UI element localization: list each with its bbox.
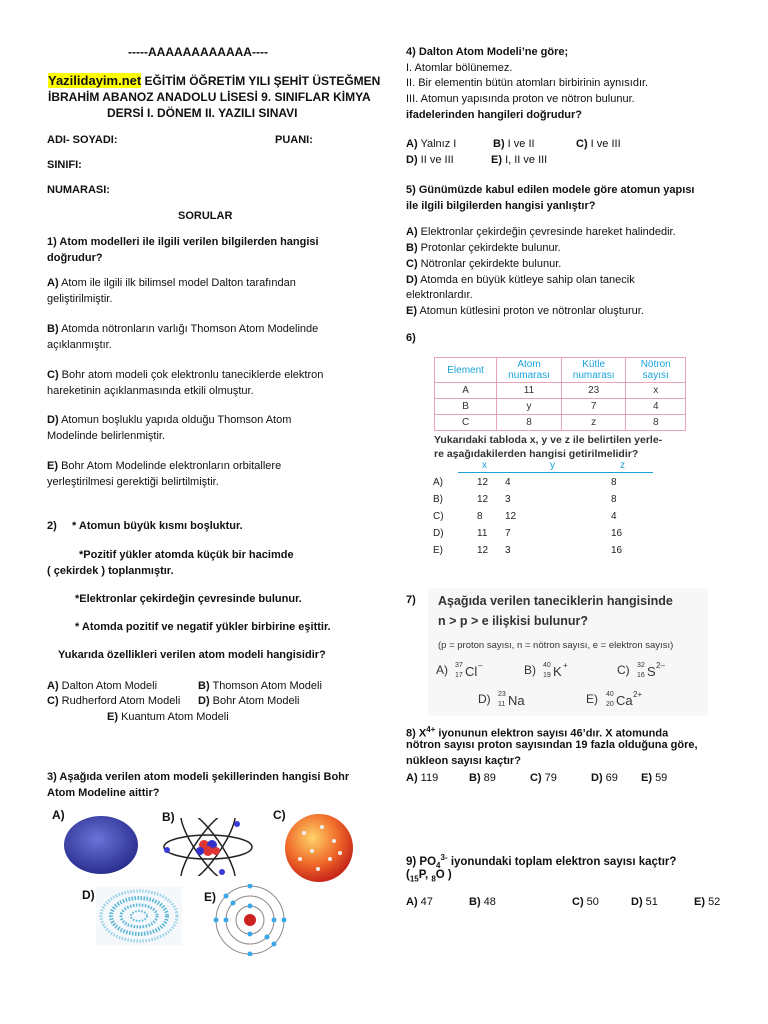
q5-d-text: Atomda en büyük kütleye sahip olan tanecik — [420, 274, 635, 286]
q1-option-e: E) Bohr Atom Modelinde elektronların orbitallere — [47, 460, 282, 472]
q8-option-a: A) 119 — [406, 772, 439, 784]
q2-option-b: B) Thomson Atom Modeli — [198, 680, 322, 692]
q7-num: 7) — [406, 594, 416, 606]
q9-option-c: C) 50 — [572, 896, 599, 908]
q4-option-a: A) Yalnız I — [406, 138, 457, 150]
q5-c-text: Nötronlar çekirdekte bulunur. — [420, 258, 562, 270]
q8-option-b: B) 89 — [469, 772, 496, 784]
q5-b-text: Protonlar çekirdekte bulunur. — [420, 242, 561, 254]
svg-text:11: 11 — [498, 701, 506, 708]
q2-d-text: Bohr Atom Modeli — [212, 695, 300, 707]
table-cell: 4 — [611, 511, 617, 522]
svg-text:C): C) — [617, 663, 630, 677]
q1-c-text: Bohr atom modeli çok elektronlu taneciklerde elektron — [61, 369, 324, 381]
svg-text:23: 23 — [498, 691, 506, 698]
q2-option-c: C) Rudherford Atom Modeli — [47, 695, 181, 707]
table-cell: 8 — [497, 415, 562, 431]
q2-s4: *Elektronlar çekirdeğin çevresinde bulunur. — [75, 593, 302, 605]
svg-text:Na: Na — [508, 693, 525, 708]
q6-num: 6) — [406, 332, 416, 344]
table-cell: 12 — [477, 494, 489, 505]
q9-option-a: A) 47 — [406, 896, 433, 908]
q6-options — [432, 474, 648, 559]
svg-text:D): D) — [478, 692, 491, 706]
q2-b-text: Thomson Atom Modeli — [212, 680, 322, 692]
svg-text:E): E) — [586, 692, 598, 706]
table-cell: D) — [433, 528, 444, 539]
table-cell: 8 — [611, 494, 617, 505]
score-label: PUANI: — [275, 134, 313, 146]
q5-option-c: C) Nötronlar çekirdekte bulunur. — [406, 258, 562, 270]
q2-c-text: Rudherford Atom Modeli — [61, 695, 181, 707]
site-name: Yazilidayim.net — [48, 73, 142, 88]
q8-rest: iyonunun elektron sayısı 46’dır. X atomunda — [435, 727, 669, 740]
q7-option-a — [436, 661, 483, 679]
q7-option-d — [478, 691, 525, 708]
table-cell: B — [435, 399, 497, 415]
q4-item-2: II. Bir elementin bütün atomları birbirinin aynısıdır. — [406, 77, 649, 89]
table-cell: B) — [433, 494, 443, 505]
q2-option-a: A) Dalton Atom Modeli — [47, 680, 158, 692]
q5-option-d-2: elektronlardır. — [406, 289, 473, 301]
q8-option-d: D) 69 — [591, 772, 618, 784]
q2-s5: * Atomda pozitif ve negatif yükler birbirine eşittir. — [75, 621, 331, 633]
q3-label-e: E) — [204, 890, 216, 904]
q4-option-e: E) I, II ve III — [491, 154, 548, 166]
q7-option-c — [617, 661, 665, 679]
q8-line-2: nötron sayısı proton sayısından 19 fazla olduğuna göre, — [406, 739, 698, 751]
table-cell: 11 — [477, 528, 488, 539]
q9-stem-b: iyonundaki toplam elektron sayısı kaçtır? — [447, 855, 677, 868]
q8-lead: 8) X — [406, 727, 427, 740]
q8-option-c: C) 79 — [530, 772, 557, 784]
q4-a-text: Yalnız I — [420, 138, 457, 150]
table-cell: 3 — [505, 494, 511, 505]
q1-e-text: Bohr Atom Modelinde elektronların orbitallere — [61, 460, 282, 472]
q1-option-c-2: hareketinin açıklanmasında etkili olmuştur. — [47, 385, 254, 397]
q6-col-underline — [458, 472, 653, 473]
table-cell: 11 — [497, 383, 562, 399]
table-row — [435, 399, 686, 415]
q4-option-c: C) I ve III — [576, 138, 621, 150]
q2-s2: *Pozitif yükler atomda küçük bir hacimde — [79, 549, 294, 561]
table-cell: E) — [433, 545, 443, 556]
table-cell: 12 — [505, 511, 517, 522]
table-cell: 23 — [561, 383, 626, 399]
q7-option-b — [524, 661, 568, 679]
q5-option-b: B) Protonlar çekirdekte bulunur. — [406, 242, 561, 254]
q1-stem: 1) Atom modelleri ile ilgili verilen bilgilerden hangisi — [47, 236, 319, 248]
q3-stem: 3) Aşağıda verilen atom modeli şekillerinden hangisi Bohr — [47, 771, 350, 783]
q2-option-e: E) Kuantum Atom Modeli — [107, 711, 229, 723]
table-cell: A) — [433, 477, 443, 488]
table-cell: z — [561, 415, 626, 431]
q4-stem: 4) Dalton Atom Modeli’ne göre; — [406, 46, 569, 58]
q1-option-c: C) Bohr atom modeli çok elektronlu taneciklerde elektron — [47, 369, 324, 381]
q6-col-y: y — [550, 460, 555, 471]
q4-d-text: II ve III — [420, 154, 454, 166]
q6-table — [434, 357, 686, 431]
table-cell: C — [435, 415, 497, 431]
q6-option-d — [432, 525, 648, 542]
q5-stem: 5) Günümüzde kabul edilen modele göre atomun yapısı — [406, 184, 695, 196]
q1-d-text: Atomun boşluklu yapıda olduğu Thomson Atom — [61, 414, 292, 426]
q6-question-2: re aşağıdakilerden hangisi getirilmelidir? — [434, 448, 639, 460]
q9-stem-a: 9) PO — [406, 855, 437, 868]
q5-stem-2: ile ilgili bilgilerden hangisi yanlıştır? — [406, 200, 596, 212]
q8-d-text: 69 — [605, 772, 618, 784]
q4-b-text: I ve II — [507, 138, 535, 150]
exam-title-2: İBRAHİM ABANOZ ANADOLU LİSESİ 9. SINIFLAR KİMYA — [48, 90, 371, 104]
table-cell: 7 — [505, 528, 511, 539]
q2-option-d: D) Bohr Atom Modeli — [198, 695, 300, 707]
q7-option-e — [586, 690, 642, 708]
table-cell: 3 — [505, 545, 511, 556]
q3-label-b: B) — [162, 810, 175, 824]
q2-s1: * Atomun büyük kısmı boşluktur. — [72, 520, 243, 532]
q8-option-e: E) 59 — [641, 772, 668, 784]
svg-text:–: – — [478, 661, 483, 670]
svg-text:2+: 2+ — [633, 690, 643, 699]
q9-c-text: 50 — [586, 896, 599, 908]
q1-option-a-2: geliştirilmiştir. — [47, 293, 113, 305]
table-cell: y — [497, 399, 562, 415]
svg-text:A): A) — [436, 663, 448, 677]
table-cell: A — [435, 383, 497, 399]
q7-options — [436, 656, 706, 712]
q7-q1: Aşağıda verilen taneciklerin hangisinde — [438, 594, 673, 608]
q3-label-c: C) — [273, 808, 286, 822]
q2-question: Yukarıda özellikleri verilen atom modeli hangisidir? — [58, 649, 326, 661]
table-cell: 4 — [626, 399, 686, 415]
q3-image-a — [62, 815, 140, 875]
q6-col-z: z — [620, 460, 625, 471]
q1-option-b-2: açıklanmıştır. — [47, 339, 112, 351]
q1-option-a: A) Atom ile ilgili ilk bilimsel model Dalton tarafından — [47, 277, 296, 289]
q9-d-text: 51 — [645, 896, 658, 908]
q5-option-e: E) Atomun kütlesini proton ve nötronlar oluşturur. — [406, 305, 644, 317]
class-label: SINIFI: — [47, 159, 82, 171]
q7-legend: (p = proton sayısı, n = nötron sayısı, e = elektron sayısı) — [438, 640, 674, 651]
table-cell: 8 — [477, 511, 483, 522]
q3-image-b — [160, 818, 256, 876]
q4-item-1: I. Atomlar bölünemez. — [406, 62, 513, 74]
q9-b-text: 48 — [483, 896, 496, 908]
q3-image-e — [210, 884, 290, 956]
section-title: SORULAR — [178, 210, 233, 222]
q6-question: Yukarıdaki tabloda x, y ve z ile belirtilen yerle- — [434, 434, 663, 446]
q4-c-text: I ve III — [590, 138, 621, 150]
q6-option-b — [432, 491, 648, 508]
q1-stem-2: doğrudur? — [47, 252, 103, 264]
svg-text:B): B) — [524, 663, 536, 677]
svg-text:32: 32 — [637, 662, 645, 669]
number-label: NUMARASI: — [47, 184, 110, 196]
q2-a-text: Dalton Atom Modeli — [61, 680, 158, 692]
q9-option-d: D) 51 — [631, 896, 658, 908]
q8-c-text: 79 — [544, 772, 557, 784]
table-row — [435, 415, 686, 431]
q1-option-d: D) Atomun boşluklu yapıda olduğu Thomson Atom — [47, 414, 292, 426]
svg-text:K: K — [553, 664, 562, 679]
q6-header-atom: Atom numarası — [497, 358, 562, 383]
table-row — [435, 383, 686, 399]
table-cell: 8 — [626, 415, 686, 431]
q1-option-e-2: yerleştirilmesi gerektiği belirtilmiştir. — [47, 476, 219, 488]
q6-option-c — [432, 508, 648, 525]
table-cell: 8 — [611, 477, 617, 488]
q6-col-x: x — [482, 460, 487, 471]
svg-text:Ca: Ca — [616, 693, 633, 708]
svg-text:16: 16 — [637, 672, 645, 679]
q3-image-c — [282, 813, 356, 883]
q4-item-3: III. Atomun yapısında proton ve nötron bulunur. — [406, 93, 635, 105]
q8-line-3: nükleon sayısı kaçtır? — [406, 755, 521, 767]
q4-e-text: I, II ve III — [505, 154, 548, 166]
q8-charge: 4+ — [426, 725, 436, 734]
q8-b-text: 89 — [483, 772, 496, 784]
q6-header-mass: Kütle numarası — [561, 358, 626, 383]
table-cell: 7 — [561, 399, 626, 415]
q3-label-a: A) — [52, 808, 65, 822]
q3-image-d — [96, 887, 182, 945]
svg-text:40: 40 — [606, 691, 614, 698]
exam-title-1 — [48, 73, 380, 89]
exam-title-3: DERSİ I. DÖNEM II. YAZILI SINAVI — [107, 106, 298, 120]
q4-question: ifadelerinden hangileri doğrudur? — [406, 109, 583, 121]
q9-a-text: 47 — [420, 896, 433, 908]
q1-a-text: Atom ile ilgili ilk bilimsel model Dalton tarafından — [61, 277, 296, 289]
q8-a-text: 119 — [420, 772, 439, 784]
svg-text:17: 17 — [455, 672, 463, 679]
table-cell: 4 — [505, 477, 511, 488]
svg-text:S: S — [647, 664, 656, 679]
svg-text:Cl: Cl — [465, 664, 478, 679]
table-cell: 12 — [477, 545, 489, 556]
q1-option-b: B) Atomda nötronların varlığı Thomson Atom Modelinde — [47, 323, 319, 335]
q7-q2: n > p > e ilişkisi bulunur? — [438, 614, 589, 628]
name-label: ADI- SOYADI: — [47, 134, 118, 146]
svg-text:+: + — [563, 661, 568, 670]
table-cell: 12 — [477, 477, 489, 488]
q4-option-b: B) I ve II — [493, 138, 535, 150]
q5-option-d: D) Atomda en büyük kütleye sahip olan tanecik — [406, 274, 635, 286]
q6-option-e — [432, 542, 648, 559]
q9-stem: 9) $PO_4^{3-}$ iyonundaki toplam elektron sayısı kaçtır? — [406, 853, 677, 871]
exam-title-rest: EĞİTİM ÖĞRETİM YILI ŞEHİT ÜSTEĞMEN — [141, 74, 381, 88]
q5-e-text: Atomun kütlesini proton ve nötronlar oluşturur. — [419, 305, 644, 317]
q9-elements: ($_{15}P$, $_8$O ) — [406, 869, 452, 884]
q9-e-text: 52 — [708, 896, 721, 908]
table-cell: 16 — [611, 528, 623, 539]
table-cell: x — [626, 383, 686, 399]
svg-text:2–: 2– — [656, 661, 665, 670]
q2-s3: ( çekirdek ) toplanmıştır. — [47, 565, 174, 577]
q9-option-e: E) 52 — [694, 896, 721, 908]
svg-text:40: 40 — [543, 662, 551, 669]
table-cell: 16 — [611, 545, 623, 556]
svg-text:19: 19 — [543, 672, 551, 679]
q6-header-neutron: Nötron sayısı — [626, 358, 686, 383]
q6-option-a — [432, 474, 648, 491]
q5-a-text: Elektronlar çekirdeğin çevresinde hareket halindedir. — [420, 226, 676, 238]
q2-num: 2) — [47, 520, 57, 532]
title-line: -----AAAAAAAAAAAA---- — [128, 45, 268, 59]
q3-stem-2: Atom Modeline aittir? — [47, 787, 160, 799]
table-cell: C) — [433, 511, 444, 522]
q6-header-element: Element — [435, 358, 497, 383]
q8-e-text: 59 — [655, 772, 668, 784]
svg-text:37: 37 — [455, 662, 463, 669]
q1-b-text: Atomda nötronların varlığı Thomson Atom Modelinde — [61, 323, 319, 335]
q5-option-a: A) Elektronlar çekirdeğin çevresinde hareket halindedir. — [406, 226, 676, 238]
q4-option-d: D) II ve III — [406, 154, 454, 166]
q1-option-d-2: Modelinde belirlenmiştir. — [47, 430, 165, 442]
q3-label-d: D) — [82, 888, 95, 902]
q2-e-text: Kuantum Atom Modeli — [121, 711, 229, 723]
svg-text:20: 20 — [606, 701, 614, 708]
q9-option-b: B) 48 — [469, 896, 496, 908]
